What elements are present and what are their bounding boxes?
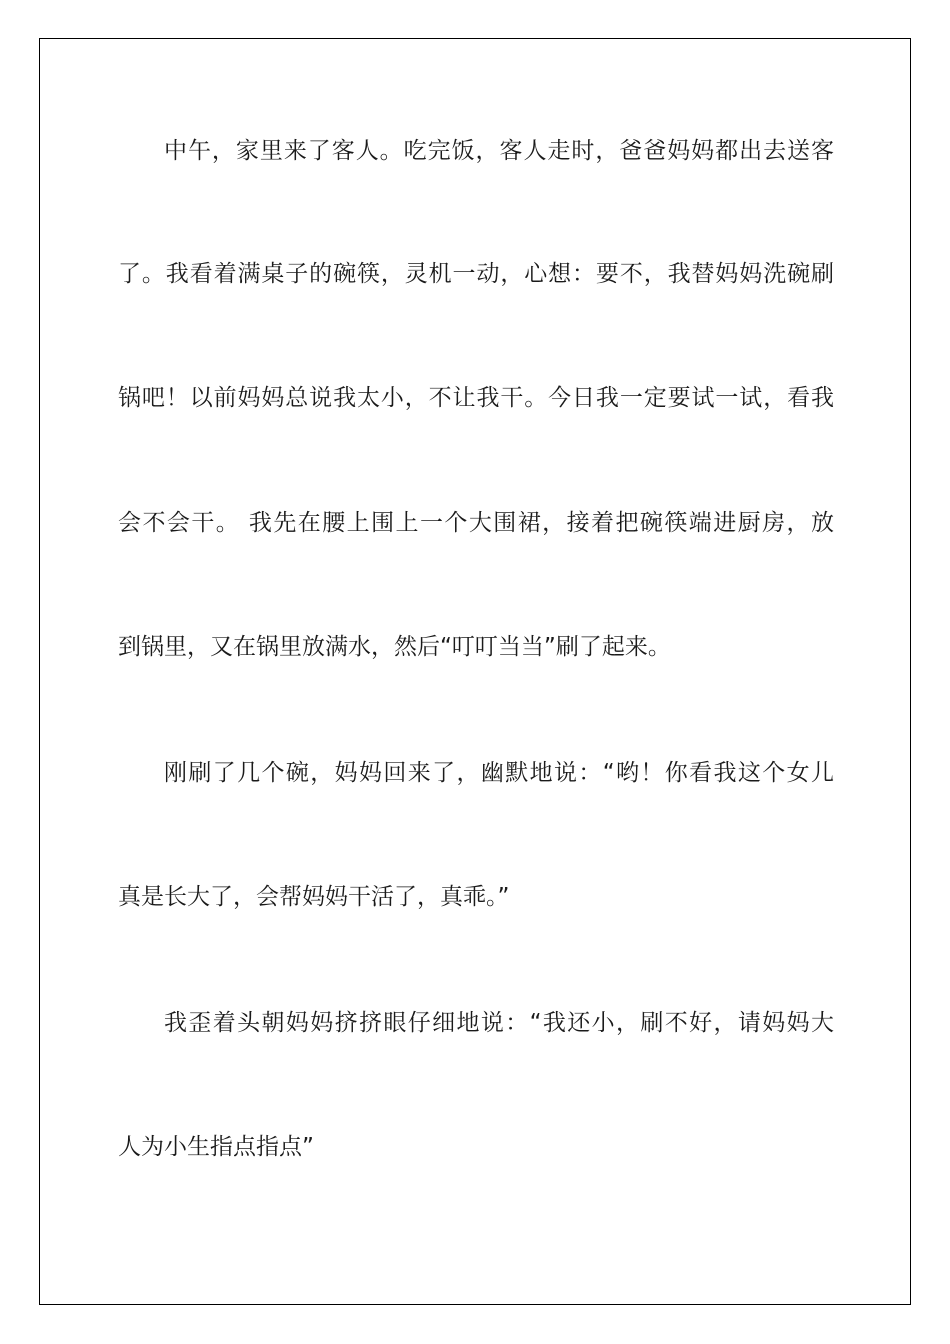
- paragraph-line: 人为小生指点指点”: [118, 1134, 314, 1160]
- paragraph-line: 会不会干。 我先在腰上围上一个大围裙，接着把碗筷端进厨房，放: [118, 510, 834, 536]
- paragraph-line: 我歪着头朝妈妈挤挤眼仔细地说：“我还小，刷不好，请妈妈大: [164, 1010, 834, 1036]
- paragraph-line: 到锅里，又在锅里放满水，然后“叮叮当当”刷了起来。: [118, 634, 671, 660]
- paragraph-line: 真是长大了，会帮妈妈干活了，真乖。”: [118, 884, 510, 910]
- page-border: [39, 38, 911, 1305]
- paragraph-line: 刚刷了几个碗，妈妈回来了，幽默地说：“哟！你看我这个女儿: [164, 760, 834, 786]
- paragraph-line: 锅吧！以前妈妈总说我太小，不让我干。今日我一定要试一试，看我: [118, 385, 834, 411]
- paragraph-line: 中午，家里来了客人。吃完饭，客人走时，爸爸妈妈都出去送客: [164, 138, 834, 164]
- paragraph-line: 了。我看着满桌子的碗筷，灵机一动，心想：要不，我替妈妈洗碗刷: [118, 261, 834, 287]
